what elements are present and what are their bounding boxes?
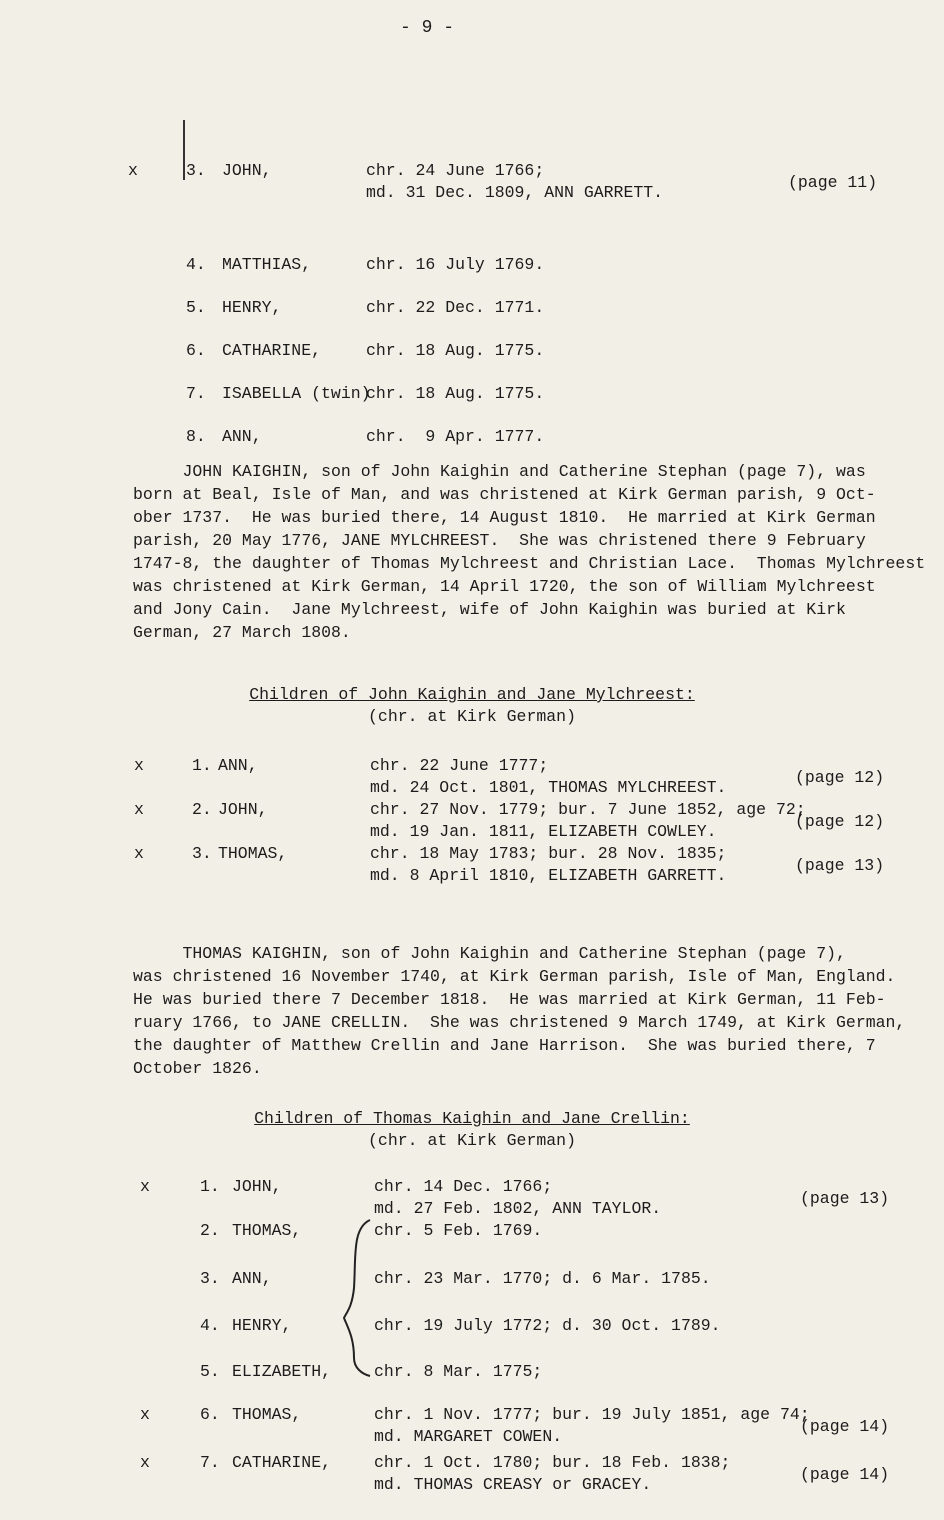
paragraph-line: ober 1737. He was buried there, 14 August 1810. He married at Kirk German: [133, 508, 876, 527]
paragraph-line: 1747-8, the daughter of Thomas Mylchreest and Christian Lace. Thomas Mylchreest: [133, 554, 926, 573]
child-number: 4.: [200, 1316, 220, 1335]
child-number: 1.: [192, 756, 212, 775]
child-number: 8.: [186, 427, 206, 446]
line-marker: x: [128, 161, 138, 180]
child-name: ANN,: [218, 756, 258, 775]
paragraph-line: JOHN KAIGHIN, son of John Kaighin and Catherine Stephan (page 7), was: [133, 462, 866, 481]
child-record: md. 24 Oct. 1801, THOMAS MYLCHREEST.: [370, 778, 727, 797]
child-record: chr. 19 July 1772; d. 30 Oct. 1789.: [374, 1316, 721, 1335]
paragraph-line: THOMAS KAIGHIN, son of John Kaighin and Catherine Stephan (page 7),: [133, 944, 846, 963]
child-name: THOMAS,: [232, 1405, 302, 1424]
child-record: chr. 5 Feb. 1769.: [374, 1221, 543, 1240]
child-number: 5.: [200, 1362, 220, 1381]
page-reference: (page 13): [795, 856, 885, 875]
child-record: md. THOMAS CREASY or GRACEY.: [374, 1475, 652, 1494]
child-number: 1.: [200, 1177, 220, 1196]
child-record: md. 8 April 1810, ELIZABETH GARRETT.: [370, 866, 727, 885]
child-number: 2.: [192, 800, 212, 819]
child-record: md. 31 Dec. 1809, ANN GARRETT.: [366, 183, 664, 202]
margin-mark: [183, 120, 185, 180]
child-number: 3.: [200, 1269, 220, 1288]
heading-title: Children of John Kaighin and Jane Mylchreest:: [249, 685, 695, 704]
child-number: 7.: [186, 384, 206, 403]
child-record: chr. 23 Mar. 1770; d. 6 Mar. 1785.: [374, 1269, 711, 1288]
child-record: chr. 22 Dec. 1771.: [366, 298, 545, 317]
child-record: chr. 18 May 1783; bur. 28 Nov. 1835;: [370, 844, 727, 863]
child-name: JOHN,: [232, 1177, 282, 1196]
paragraph-john-kaighin: [133, 460, 926, 644]
child-name: ANN,: [222, 427, 262, 446]
line-marker: x: [134, 800, 144, 819]
child-number: 3.: [192, 844, 212, 863]
child-name: ISABELLA (twin): [222, 384, 371, 403]
child-record: chr. 1 Nov. 1777; bur. 19 July 1851, age 74;: [374, 1405, 810, 1424]
child-name: ELIZABETH,: [232, 1362, 332, 1381]
child-name: MATTHIAS,: [222, 255, 312, 274]
paragraph-line: the daughter of Matthew Crellin and Jane Harrison. She was buried there, 7: [133, 1036, 876, 1055]
paragraph-line: He was buried there 7 December 1818. He was married at Kirk German, 11 Feb-: [133, 990, 886, 1009]
page-reference: (page 14): [800, 1465, 890, 1484]
child-record: md. MARGARET COWEN.: [374, 1427, 563, 1446]
child-name: HENRY,: [232, 1316, 292, 1335]
child-record: chr. 27 Nov. 1779; bur. 7 June 1852, age 72;: [370, 800, 806, 819]
page-reference: (page 14): [800, 1417, 890, 1436]
child-record: md. 27 Feb. 1802, ANN TAYLOR.: [374, 1199, 662, 1218]
child-record: chr. 8 Mar. 1775;: [374, 1362, 543, 1381]
paragraph-line: and Jony Cain. Jane Mylchreest, wife of John Kaighin was buried at Kirk: [133, 600, 846, 619]
page-reference: (page 12): [795, 768, 885, 787]
child-name: JOHN,: [218, 800, 268, 819]
child-record: chr. 14 Dec. 1766;: [374, 1177, 553, 1196]
heading-children-thomas: [0, 1108, 944, 1152]
child-record: chr. 22 June 1777;: [370, 756, 549, 775]
child-number: 4.: [186, 255, 206, 274]
page-reference: (page 13): [800, 1189, 890, 1208]
paragraph-line: was christened 16 November 1740, at Kirk German parish, Isle of Man, England.: [133, 967, 896, 986]
handwritten-bracket: [342, 1218, 372, 1378]
heading-subtitle: (chr. at Kirk German): [368, 1131, 576, 1150]
child-name: THOMAS,: [232, 1221, 302, 1240]
child-name: CATHARINE,: [232, 1453, 332, 1472]
child-number: 2.: [200, 1221, 220, 1240]
child-record: chr. 18 Aug. 1775.: [366, 341, 545, 360]
child-number: 3.: [186, 161, 206, 180]
line-marker: x: [140, 1405, 150, 1424]
paragraph-line: born at Beal, Isle of Man, and was christened at Kirk German parish, 9 Oct-: [133, 485, 876, 504]
heading-children-john: [0, 684, 944, 728]
paragraph-thomas-kaighin: [133, 942, 906, 1080]
child-record: chr. 16 July 1769.: [366, 255, 545, 274]
heading-title: Children of Thomas Kaighin and Jane Crellin:: [254, 1109, 690, 1128]
heading-subtitle: (chr. at Kirk German): [368, 707, 576, 726]
line-marker: x: [134, 756, 144, 775]
page-reference: (page 11): [788, 173, 878, 192]
paragraph-line: ruary 1766, to JANE CRELLIN. She was christened 9 March 1749, at Kirk German,: [133, 1013, 906, 1032]
paragraph-line: parish, 20 May 1776, JANE MYLCHREEST. She was christened there 9 February: [133, 531, 866, 550]
line-marker: x: [140, 1177, 150, 1196]
child-name: CATHARINE,: [222, 341, 322, 360]
child-number: 6.: [200, 1405, 220, 1424]
child-number: 6.: [186, 341, 206, 360]
page-reference: (page 12): [795, 812, 885, 831]
paragraph-line: German, 27 March 1808.: [133, 623, 351, 642]
child-name: JOHN,: [222, 161, 272, 180]
child-record: md. 19 Jan. 1811, ELIZABETH COWLEY.: [370, 822, 717, 841]
child-record: chr. 18 Aug. 1775.: [366, 384, 545, 403]
child-name: THOMAS,: [218, 844, 288, 863]
line-marker: x: [134, 844, 144, 863]
child-name: ANN,: [232, 1269, 272, 1288]
child-record: chr. 1 Oct. 1780; bur. 18 Feb. 1838;: [374, 1453, 731, 1472]
child-name: HENRY,: [222, 298, 282, 317]
paragraph-line: October 1826.: [133, 1059, 262, 1078]
child-number: 5.: [186, 298, 206, 317]
page-number: - 9 -: [400, 18, 455, 38]
paragraph-line: was christened at Kirk German, 14 April 1720, the son of William Mylchreest: [133, 577, 876, 596]
line-marker: x: [140, 1453, 150, 1472]
child-number: 7.: [200, 1453, 220, 1472]
child-record: chr. 24 June 1766;: [366, 161, 545, 180]
child-record: chr. 9 Apr. 1777.: [366, 427, 545, 446]
